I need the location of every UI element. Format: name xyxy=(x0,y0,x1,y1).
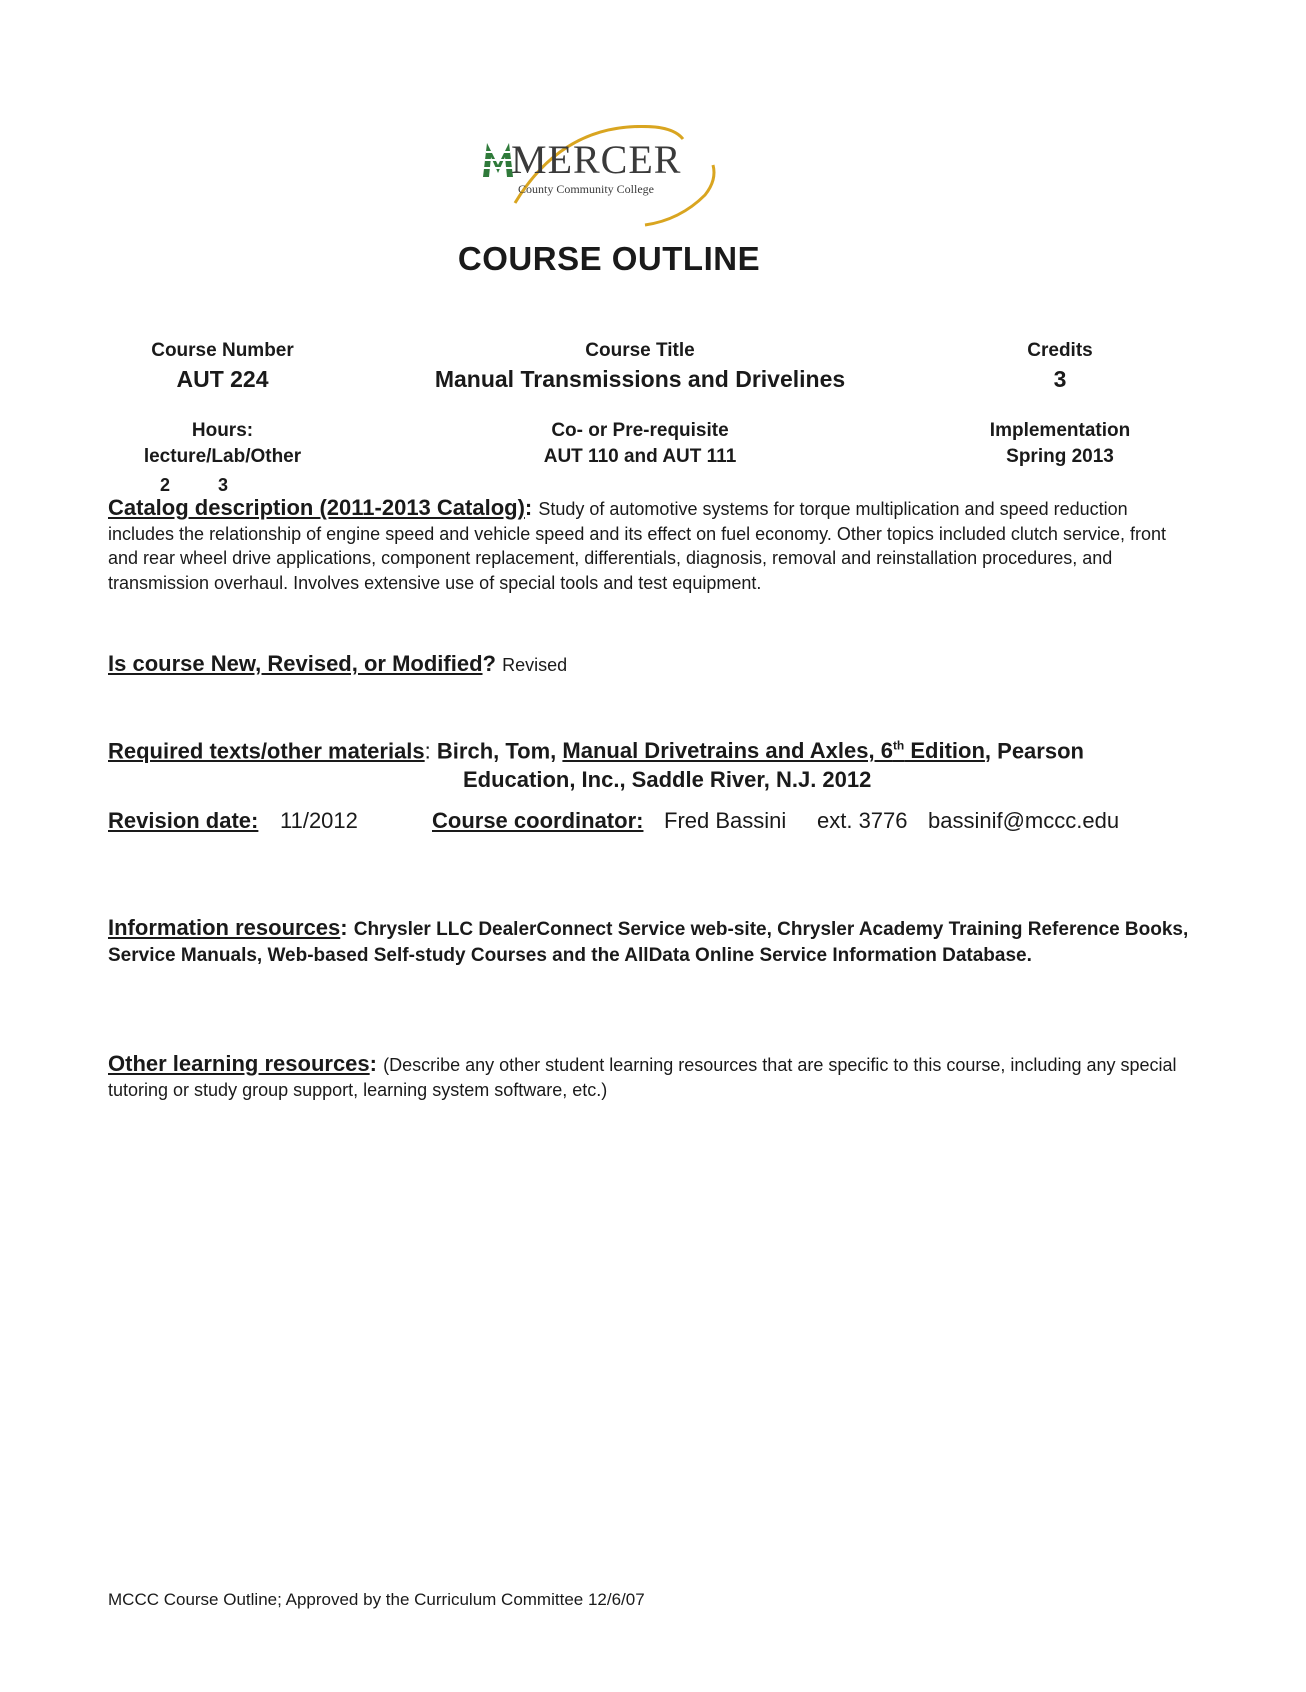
course-number-label: Course Number xyxy=(151,340,294,361)
prereq-block xyxy=(380,418,900,470)
prereq-label: Co- or Pre-requisite xyxy=(551,420,729,441)
info-resources-heading: Information resources xyxy=(108,915,341,940)
catalog-section: Catalog description (2011-2013 Catalog): Study of automotive systems for torque multiplication and speed reduction includes the relationship of engine speed and vehicle speed and its effect on fuel economy. Other topics included clutch service, front and rear wheel drive applications, component replacement, differentials, diagnosis, removal and reinstallation procedures, and transmission overhaul. Involves extensive use of special tools and test equipment. xyxy=(108,495,1166,593)
course-number: AUT 224 xyxy=(176,366,269,392)
info-resources-section: Information resources: Chrysler LLC DealerConnect Service web-site, Chrysler Academy Training Reference Books, Service Manuals, Web-based Self-study Courses and the AllData Online Service Information Database. xyxy=(108,915,1189,966)
revision-date: 11/2012 xyxy=(280,808,358,833)
implementation-block xyxy=(960,418,1160,470)
other-resources-heading: Other learning resources xyxy=(108,1051,370,1076)
page-footer: MCCC Course Outline; Approved by the Curriculum Committee 12/6/07 xyxy=(108,1590,645,1609)
credits-block xyxy=(960,338,1160,394)
implementation-label: Implementation xyxy=(989,420,1131,441)
hours-lecture: 2 xyxy=(160,475,171,495)
status-value: Revised xyxy=(502,655,568,675)
other-resources-text: (Describe any other student learning resources that are specific to this course, including any special tutoring or study group support, learning system software, etc.) xyxy=(108,1055,1177,1100)
texts-book-title: Manual Drivetrains and Axles, 6th Edition xyxy=(562,738,985,764)
status-heading: Is course New, Revised, or Modified xyxy=(108,651,483,676)
info-resources-text: Chrysler LLC DealerConnect Service web-site, Chrysler Academy Training Reference Books, Service Manuals, Web-based Self-study Courses and the AllData Online Service Information Database. xyxy=(108,919,1189,966)
hours-block xyxy=(115,418,330,470)
prereq-value: AUT 110 and AUT 111 xyxy=(543,446,737,467)
course-title: Manual Transmissions and Drivelines xyxy=(434,366,846,392)
hours-values xyxy=(160,474,276,496)
course-number-block xyxy=(115,338,330,394)
status-section: Is course New, Revised, or Modified? Revised xyxy=(108,651,568,676)
other-resources-section: Other learning resources: (Describe any other student learning resources that are specific to this course, including any special tutoring or study group support, learning system software, etc.) xyxy=(108,1051,1177,1100)
logo-subtext: County Community College xyxy=(518,182,655,196)
hours-sub-label: lecture/Lab/Other xyxy=(143,446,302,467)
course-title-label: Course Title xyxy=(585,340,695,361)
coordinator-ext: ext. 3776 xyxy=(817,808,908,833)
hours-lab: 3 xyxy=(218,475,229,495)
hours-label: Hours: xyxy=(191,420,254,441)
catalog-text: Study of automotive systems for torque multiplication and speed reduction includes the relationship of engine speed and vehicle speed and its effect on fuel economy. Other topics included clutch service, front and rear wheel drive applications, component replacement, differentials, diagnosis, removal and reinstallation procedures, and transmission overhaul. Involves extensive use of special tools and test equipment. xyxy=(108,499,1166,593)
coordinator-name: Fred Bassini xyxy=(664,808,787,833)
coordinator-heading: Course coordinator: xyxy=(432,808,644,833)
texts-heading: Required texts/other materials xyxy=(108,738,425,764)
texts-section: Required texts/other materials: Birch, Tom, Manual Drivetrains and Axles, 6th Edition, Pearson Education, Inc., Saddle River, N.J. 2012 xyxy=(108,732,1193,794)
texts-author: Birch, Tom, xyxy=(436,738,563,764)
texts-publisher: Education, Inc., Saddle River, N.J. 2012 xyxy=(463,767,872,793)
coordinator-email: bassinif@mccc.edu xyxy=(928,808,1120,833)
document-title: COURSE OUTLINE xyxy=(457,240,761,277)
catalog-heading: Catalog description (2011-2013 Catalog) xyxy=(108,495,525,520)
revision-heading: Revision date: xyxy=(108,808,259,833)
implementation-value: Spring 2013 xyxy=(1006,446,1114,467)
logo-mark xyxy=(483,143,513,182)
credits-label: Credits xyxy=(1027,340,1093,361)
logo-wordmark: MERCER xyxy=(511,137,682,182)
credits-value: 3 xyxy=(1053,366,1067,392)
course-title-block xyxy=(380,338,900,394)
